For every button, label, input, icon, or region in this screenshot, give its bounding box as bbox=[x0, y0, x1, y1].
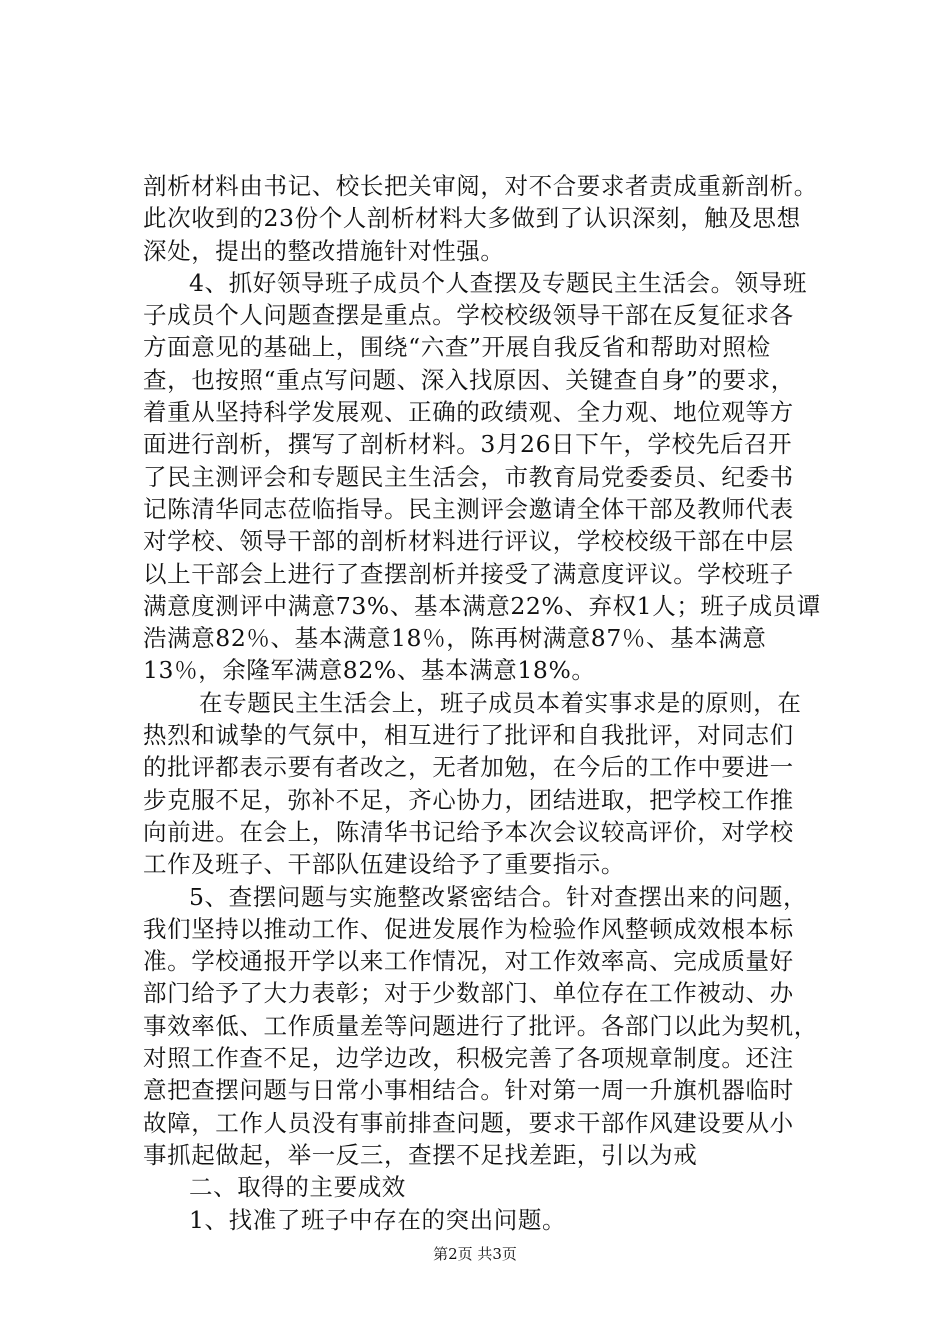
body-line: 我们坚持以推动工作、促进发展作为检验作风整顿成效根本标 bbox=[143, 914, 794, 943]
body-line: 剖析材料由书记、校长把关审阅，对不合要求者责成重新剖析。 bbox=[143, 172, 818, 200]
body-line: 方面意见的基础上，围绕“六查”开展自我反省和帮助对照检 bbox=[143, 333, 771, 362]
section-heading: 二、取得的主要成效 bbox=[189, 1173, 406, 1202]
body-line: 对照工作查不足，边学边改，积极完善了各项规章制度。还注 bbox=[143, 1044, 794, 1073]
body-line: 准。学校通报开学以来工作情况，对工作效率高、完成质量好 bbox=[143, 947, 794, 976]
subsection-heading: 1、找准了班子中存在的突出问题。 bbox=[189, 1205, 567, 1234]
body-line: 记陈清华同志莅临指导。民主测评会邀请全体干部及教师代表 bbox=[143, 494, 794, 523]
body-line: 步克服不足，弥补不足，齐心协力，团结进取，把学校工作推 bbox=[143, 785, 794, 814]
body-line: 13％，余隆军满意82%、基本满意18%。 bbox=[143, 656, 596, 685]
body-line: 查，也按照“重点写问题、深入找原因、关键查自身”的要求， bbox=[143, 365, 795, 394]
body-line: 浩满意82％、基本满意18％，陈再树满意87％、基本满意 bbox=[143, 624, 767, 653]
body-line: 向前进。在会上，陈清华书记给予本次会议较高评价，对学校 bbox=[143, 817, 794, 846]
body-line: 的批评都表示要有者改之，无者加勉，在今后的工作中要进一 bbox=[143, 753, 794, 782]
body-line: 深处，提出的整改措施针对性强。 bbox=[143, 236, 505, 265]
body-line: 着重从坚持科学发展观、正确的政绩观、全力观、地位观等方 bbox=[143, 398, 794, 427]
body-line: 子成员个人问题查摆是重点。学校校级领导干部在反复征求各 bbox=[143, 301, 794, 330]
body-line: 满意度测评中满意73%、基本满意22%、弃权1人；班子成员谭 bbox=[143, 591, 821, 620]
body-line: 此次收到的23份个人剖析材料大多做到了认识深刻，触及思想 bbox=[143, 204, 801, 233]
paragraph-start-line: 4、抓好领导班子成员个人查摆及专题民主生活会。领导班 bbox=[189, 268, 808, 297]
body-line: 故障，工作人员没有事前排查问题，要求干部作风建设要从小 bbox=[143, 1108, 794, 1137]
body-line: 热烈和诚挚的气氛中，相互进行了批评和自我批评，对同志们 bbox=[143, 721, 794, 750]
paragraph-start-line: 在专题民主生活会上，班子成员本着实事求是的原则，在 bbox=[199, 688, 802, 717]
body-line: 事效率低、工作质量差等问题进行了批评。各部门以此为契机， bbox=[143, 1011, 818, 1040]
document-body bbox=[143, 170, 843, 1236]
paragraph-start-line: 5、查摆问题与实施整改紧密结合。针对查摆出来的问题， bbox=[189, 882, 808, 911]
body-line: 以上干部会上进行了查摆剖析并接受了满意度评议。学校班子 bbox=[143, 559, 794, 588]
body-line: 了民主测评会和专题民主生活会，市教育局党委委员、纪委书 bbox=[143, 462, 794, 491]
body-line: 工作及班子、干部队伍建设给予了重要指示。 bbox=[143, 850, 625, 879]
body-line: 面进行剖析，撰写了剖析材料。3月26日下午，学校先后召开 bbox=[143, 430, 793, 459]
body-line: 事抓起做起，举一反三，查摆不足找差距，引以为戒 bbox=[143, 1140, 698, 1169]
page-number-footer: 第2页 共3页 bbox=[433, 1245, 517, 1263]
body-line: 部门给予了大力表彰；对于少数部门、单位存在工作被动、办 bbox=[143, 979, 794, 1008]
body-line: 对学校、领导干部的剖析材料进行评议，学校校级干部在中层 bbox=[143, 527, 794, 556]
body-line: 意把查摆问题与日常小事相结合。针对第一周一升旗机器临时 bbox=[143, 1076, 794, 1105]
